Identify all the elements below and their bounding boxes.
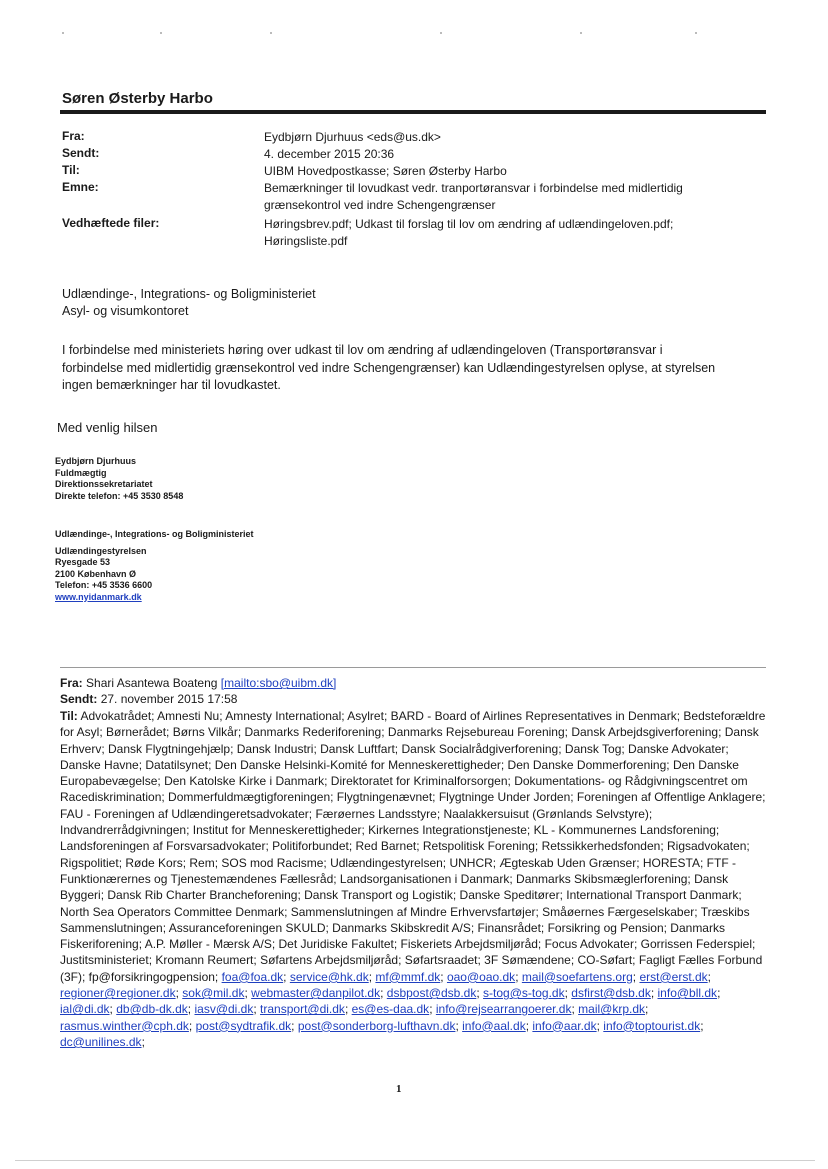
scan-dot (440, 32, 442, 34)
recipient-email-link[interactable]: service@hk.dk (289, 969, 369, 984)
forwarded-from-mailto-link[interactable]: [mailto:sbo@uibm.dk] (220, 676, 337, 690)
sent-value: 4. december 2015 20:36 (264, 147, 395, 161)
recipient-email-link[interactable]: transport@di.dk (260, 1002, 345, 1017)
signature-organisation (55, 529, 254, 603)
recipient-email-link[interactable]: dsbpost@dsb.dk (386, 986, 477, 1001)
forwarded-from-label: Fra: (60, 676, 83, 690)
recipient-email-link[interactable]: post@sonderborg-lufthavn.dk (297, 1018, 456, 1033)
recipient-email-link[interactable]: info@aar.dk (532, 1018, 597, 1033)
forwarded-sent-value: 27. november 2015 17:58 (100, 692, 238, 706)
recipient-email-link[interactable]: mf@mmf.dk (375, 969, 441, 984)
to-value: UIBM Hovedpostkasse; Søren Østerby Harbo (264, 164, 507, 178)
signature-city: 2100 København Ø (55, 568, 137, 579)
signature-department: Direktionssekretariatet (55, 479, 153, 489)
signature-agency: Udlændingestyrelsen (55, 545, 147, 556)
recipient-email-link[interactable]: ial@di.dk (60, 1002, 110, 1017)
recipient-email-link[interactable]: s-tog@s-tog.dk (483, 986, 565, 1001)
from-label: Fra: (62, 129, 85, 143)
forwarded-from-name: Shari Asantewa Boateng (86, 676, 218, 690)
page-bottom-rule (15, 1160, 815, 1161)
recipient-email-link[interactable]: foa@foa.dk (221, 969, 284, 984)
signature-tel: Telefon: +45 3536 6600 (55, 580, 153, 590)
recipient-email-link[interactable]: dsfirst@dsb.dk (571, 986, 651, 1001)
recipient-email-link[interactable]: iasv@di.dk (194, 1002, 254, 1017)
signature-title: Fuldmægtig (55, 467, 107, 478)
forwarded-to-block (60, 708, 772, 1050)
recipient-email-link[interactable]: info@aal.dk (462, 1018, 526, 1033)
signature-ministry: Udlændinge-, Integrations- og Boligministeriet (55, 529, 254, 539)
recipient-email-link[interactable]: post@sydtrafik.dk (195, 1018, 292, 1033)
forwarded-to-recipients: Advokatrådet; Amnesti Nu; Amnesty International; Asylret; BARD - Board of Airlines Representatives in Denmark; Bedsteforældre for Asyl; Børnerådet; Børns Vilkår; Danmarks Rederiforening; Danmarks Rejsebureau Forening; Dansk Arbejdsgiverforening; Dansk Erhverv; Dansk Flygtningehjælp; Dansk Industri; Dansk Luftfart; Dansk Socialrådgiverforening; Dansk Tog; Danske Advokater; Danske Havne; Datatilsynet; Den Danske Helsinki-Komité for Menneskerettigheder; Den Danske Dommerforening; Den Danske Europabevægelse; Den Katolske Kirke i Danmark; Direktoratet for Kriminalforsorgen; Dokumentations- og Rådgivningscentret om Racediskrimination; Dommerfuldmægtigforeningen; Flygtningenævnet; Flygtninge Under Jorden; Foreningen af Offentlige Anklagere; FAU - Foreningen af Udlændingeretsadvokater; Færøernes Landsstyre; Naalakkersuisut (Grønlands Selvstyre); Indvandrerrådgivningen; Institut for Menneskerettigheder; Kirkernes Integrationstjeneste; KL - Kommunernes Landsforening; Landsforeningen af Forsvarsadvokater; Politiforbundet; Red Barnet; Retspolitisk Forening; Retssikkerhedsfonden; Rigsadvokaten; Rigspolitiet; Røde Kors; Rem; SOS mod Racisme; Udlændingestyrelsen; UNHCR; Ægteskab Uden Grænser; HORESTA; FTF - Funktionærernes og Tjenestemændenes Fællesråd; Landsorganisationen i Danmark; Danmarks Skibsmæglerforening; Dansk Byggeri; Dansk Rib Charter Brancheforening; Dansk Transport og Logistik; Danske Speditører; International Transport Danmark; North Sea Operators Committee Denmark; Sammenslutningen af Mindre Erhvervsfartøjer; Småøernes Færgeselskaber; Træskibs Sammenslutningen; Assuranceforeningen SKULD; Danmarks Skibskredit A/S; Finansrådet; Forsikring og Pension; Danmarks Fiskeriforening; A.P. Møller - Mærsk A/S; Det Juridiske Fakultet; Fiskeriets Arbejdsmiljøråd; Focus Advokater; Gorrissen Federspiel; Justitsministeriet; Kromann Reumert; Søfartens Arbejdsmiljøråd; Søfartsraadet; 3F Sømændene; CO-Søfart; Fagligt Fælles Forbund (3F); fp@forsikringogpension; (60, 709, 766, 984)
recipient-email-link[interactable]: erst@erst.dk (639, 969, 708, 984)
recipient-email-link[interactable]: webmaster@danpilot.dk (251, 986, 381, 1001)
to-label: Til: (62, 163, 80, 177)
recipient-email-link[interactable]: es@es-daa.dk (351, 1002, 430, 1017)
sent-label: Sendt: (62, 146, 100, 160)
signature-phone: Direkte telefon: +45 3530 8548 (55, 490, 184, 501)
forwarded-to-email-list: foa@foa.dk; service@hk.dk; mf@mmf.dk; oao@oao.dk; mail@soefartens.org; erst@erst.dk; regioner@regioner.dk; sok@mil.dk; webmaster@danpilot.dk; dsbpost@dsb.dk; s-tog@s-tog.dk; dsfirst@dsb.dk; info@bll.dk; ial@di.dk; db@db-dk.dk; iasv@di.dk; transport@di.dk; es@es-daa.dk; info@rejsearrangoerer.dk; mail@krp.dk; rasmus.winther@cph.dk; post@sydtrafik.dk; post@sonderborg-lufthavn.dk; info@aal.dk; info@aar.dk; info@toptourist.dk; dc@unilines.dk; (60, 969, 721, 1049)
scan-dot (580, 32, 582, 34)
recipient-line-1: Udlændinge-, Integrations- og Boligministeriet (62, 287, 316, 301)
signature-block (55, 456, 183, 502)
recipient-email-link[interactable]: info@bll.dk (657, 986, 718, 1001)
signature-street: Ryesgade 53 (55, 557, 111, 567)
header-rule (60, 110, 766, 114)
scan-dot (270, 32, 272, 34)
page-number: 1 (396, 1083, 402, 1095)
from-value: Eydbjørn Djurhuus <eds@us.dk> (264, 130, 441, 144)
recipient-email-link[interactable]: rasmus.winther@cph.dk (60, 1018, 189, 1033)
recipient-email-link[interactable]: info@rejsearrangoerer.dk (435, 1002, 572, 1017)
recipient-email-link[interactable]: mail@krp.dk (578, 1002, 646, 1017)
forwarded-sent-label: Sendt: (60, 692, 98, 706)
recipient-email-link[interactable]: regioner@regioner.dk (60, 986, 176, 1001)
recipient-email-link[interactable]: db@db-dk.dk (116, 1002, 188, 1017)
subject-label: Emne: (62, 180, 99, 194)
scan-dot (62, 32, 64, 34)
scan-dot (160, 32, 162, 34)
recipient-email-link[interactable]: info@toptourist.dk (603, 1018, 701, 1033)
greeting: Med venlig hilsen (57, 420, 158, 435)
sender-name: Søren Østerby Harbo (62, 90, 213, 107)
forwarded-sent-line (60, 691, 772, 707)
scan-dot (695, 32, 697, 34)
forward-separator (60, 667, 766, 668)
forwarded-to-label: Til: (60, 709, 78, 723)
attachments-value[interactable]: Høringsbrev.pdf; Udkast til forslag til lov om ændring af udlændingeloven.pdf; Høringsliste.pdf (264, 217, 674, 248)
forwarded-from-line (60, 675, 772, 691)
attachments-label: Vedhæftede filer: (62, 216, 160, 230)
subject-value: Bemærkninger til lovudkast vedr. tranportøransvar i forbindelse med midlertidig grænsekontrol ved indre Schengengrænser (264, 181, 683, 212)
recipient-email-link[interactable]: mail@soefartens.org (521, 969, 633, 984)
recipient-email-link[interactable]: oao@oao.dk (446, 969, 516, 984)
recipient-email-link[interactable]: sok@mil.dk (182, 986, 245, 1001)
recipient-line-2: Asyl- og visumkontoret (62, 304, 189, 318)
signature-name: Eydbjørn Djurhuus (55, 456, 136, 466)
main-paragraph: I forbindelse med ministeriets høring over udkast til lov om ændring af udlændingeloven (Transportøransvar i forbindelse med midlertidig grænsekontrol ved indre Schengengrænser) kan Udlændingestyrelsen oplyse, at styrelsen ingen bemærkninger har til lovudkastet. (62, 343, 716, 392)
recipient-email-link[interactable]: dc@unilines.dk (60, 1034, 142, 1049)
signature-website-link[interactable]: www.nyidanmark.dk (55, 591, 142, 602)
